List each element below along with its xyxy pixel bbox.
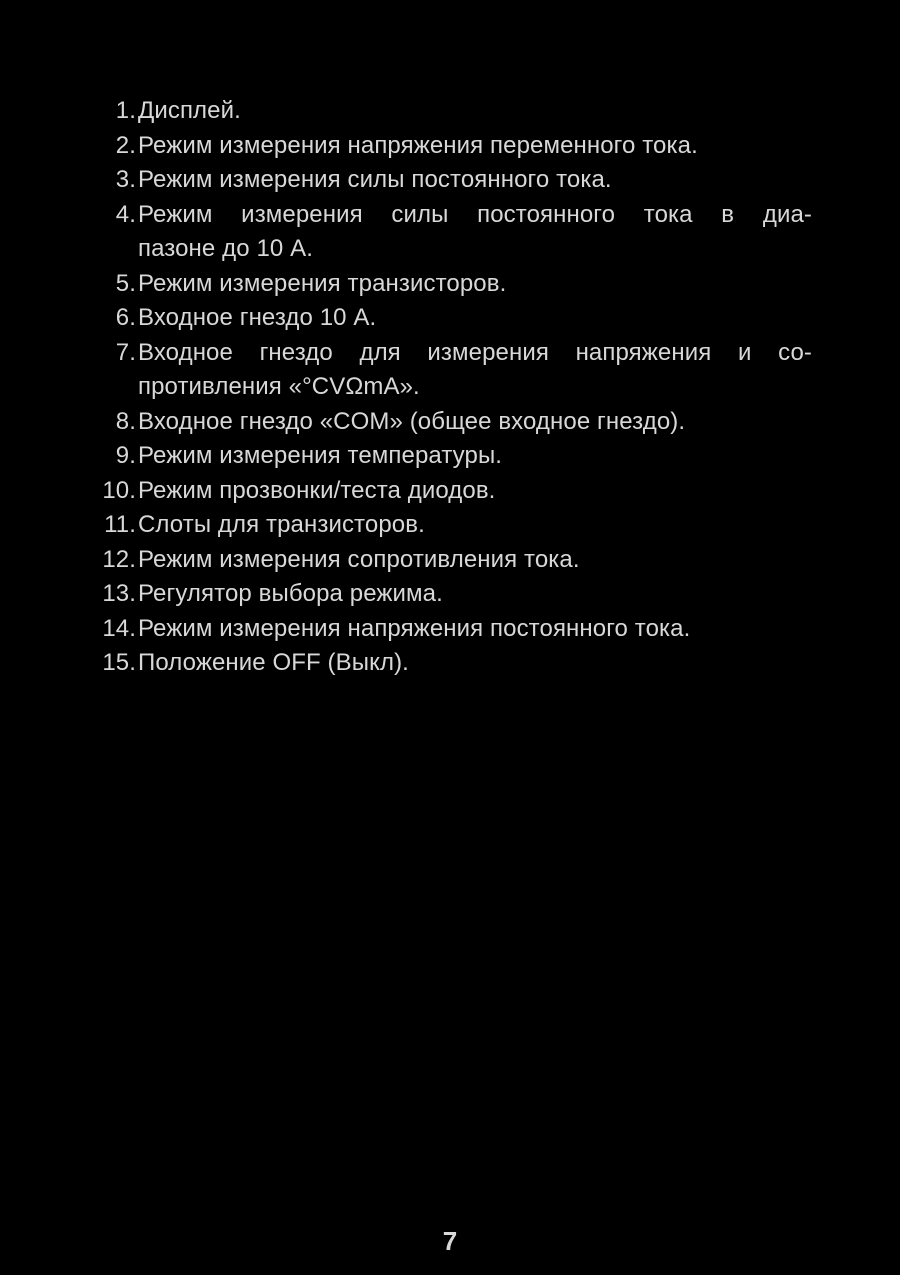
item-text-line: Входное гнездо «COM» (общее входное гнездо). (138, 407, 686, 435)
item-number: 8. (115, 407, 136, 435)
item-text (138, 163, 812, 198)
list-item (92, 508, 812, 543)
item-text (138, 94, 812, 129)
list-item (92, 646, 812, 681)
item-text-line: Режим измерения сопротивления тока. (138, 545, 580, 573)
item-text (138, 439, 812, 474)
list-item (92, 543, 812, 578)
item-text (138, 474, 812, 509)
item-number: 11. (104, 511, 136, 538)
list-item (92, 267, 812, 302)
list-item (92, 94, 812, 129)
item-number: 6. (115, 304, 136, 331)
item-text-line: Режим измерения напряжения постоянного тока. (138, 614, 691, 642)
item-number: 13. (102, 580, 136, 607)
item-number: 10. (102, 476, 136, 504)
item-number: 4. (115, 200, 136, 228)
item-text-line: Слоты для транзисторов. (138, 511, 425, 538)
item-text (138, 198, 812, 267)
item-text-line: Режим измерения силы постоянного тока в диа- (138, 200, 812, 228)
page-number: 7 (442, 1226, 458, 1256)
item-text-line: Входное гнездо 10 А. (138, 304, 377, 331)
item-text (138, 129, 812, 164)
item-text-line: Дисплей. (138, 97, 241, 124)
item-text-line: Регулятор выбора режима. (138, 580, 443, 607)
item-number: 5. (115, 269, 136, 297)
item-text (138, 612, 812, 647)
item-number: 2. (115, 131, 136, 159)
item-text-line: пазоне до 10 А. (138, 235, 313, 262)
item-text (138, 301, 812, 336)
item-text-line: Режим измерения температуры. (138, 442, 503, 469)
item-text (138, 577, 812, 612)
list-item (92, 612, 812, 647)
list-item (92, 163, 812, 198)
item-number: 15. (102, 649, 136, 676)
item-number: 1. (115, 97, 136, 124)
list-item (92, 474, 812, 509)
list-item (92, 301, 812, 336)
list-item (92, 129, 812, 164)
item-text-line: Режим измерения силы постоянного тока. (138, 166, 612, 193)
item-text-line: Режим измерения транзисторов. (138, 269, 507, 297)
item-text-line: Положение OFF (Выкл). (138, 649, 409, 676)
item-number: 3. (115, 166, 136, 193)
item-number: 14. (102, 614, 136, 642)
item-text-line: противления «°CVΩmA». (138, 373, 420, 400)
item-text (138, 336, 812, 405)
component-legend-list (92, 94, 812, 681)
item-text-line: Режим измерения напряжения переменного тока. (138, 131, 698, 159)
list-item (92, 439, 812, 474)
item-text-line: Входное гнездо для измерения напряжения и со- (138, 338, 812, 366)
list-item (92, 577, 812, 612)
item-text (138, 646, 812, 681)
list-item (92, 336, 812, 405)
item-number: 7. (115, 338, 136, 366)
item-text (138, 543, 812, 578)
item-text (138, 267, 812, 302)
list-item (92, 405, 812, 440)
item-number: 12. (102, 545, 136, 573)
item-number: 9. (115, 442, 136, 469)
list-item (92, 198, 812, 267)
item-text-line: Режим прозвонки/теста диодов. (138, 476, 496, 504)
item-text (138, 405, 812, 440)
item-text (138, 508, 812, 543)
